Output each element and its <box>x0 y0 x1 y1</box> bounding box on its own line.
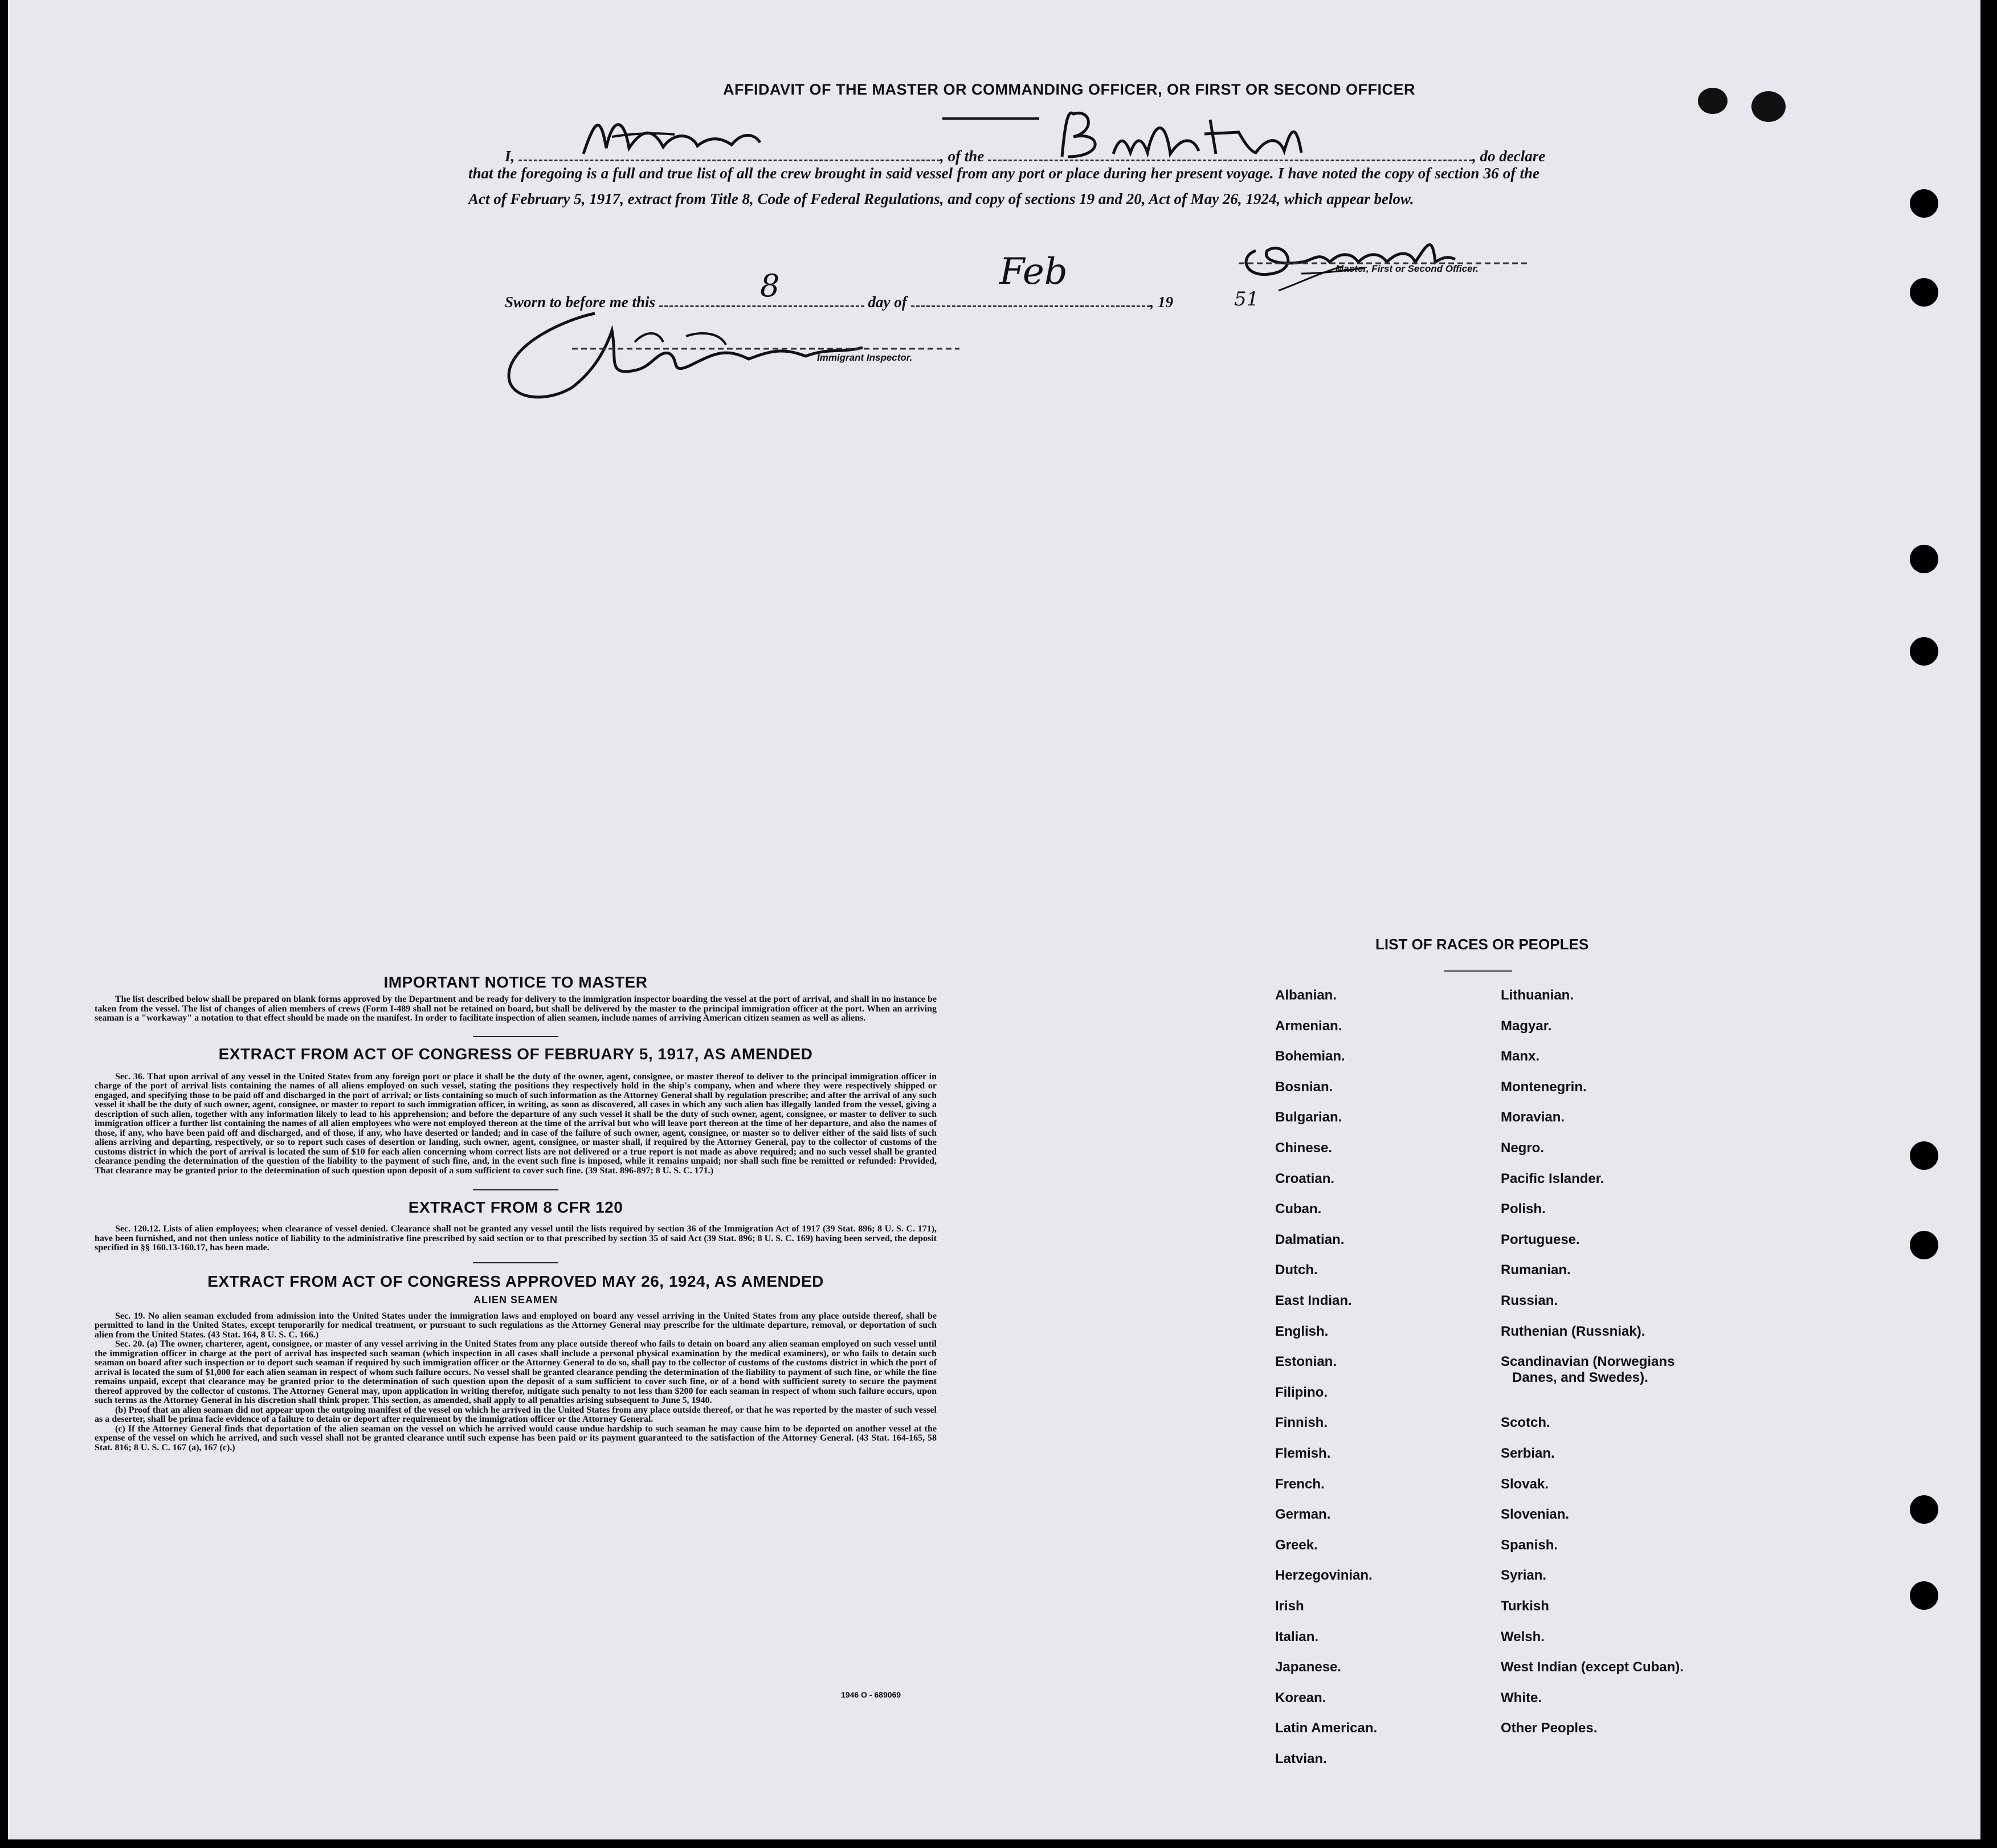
punch-hole <box>1910 189 1938 218</box>
race-item: Portuguese. <box>1501 1232 1580 1247</box>
race-item: Turkish <box>1501 1598 1549 1614</box>
punch-hole <box>1910 1141 1938 1170</box>
punch-hole <box>1910 545 1938 573</box>
handwritten-day: 8 <box>760 268 780 304</box>
race-item: Chinese. <box>1275 1140 1333 1156</box>
race-item: Greek. <box>1275 1537 1318 1553</box>
race-item: Latvian. <box>1275 1751 1327 1767</box>
race-item: Dutch. <box>1275 1262 1318 1278</box>
race-item: Magyar. <box>1501 1018 1552 1034</box>
notice-column <box>95 973 937 1453</box>
race-item: Montenegrin. <box>1501 1079 1587 1095</box>
race-item: West Indian (except Cuban). <box>1501 1659 1684 1675</box>
month-field <box>911 293 1150 307</box>
race-item: Armenian. <box>1275 1018 1342 1034</box>
race-item: Lithuanian. <box>1501 988 1574 1003</box>
race-item: Spanish. <box>1501 1537 1558 1553</box>
punch-hole <box>1910 637 1938 666</box>
handwritten-month: Feb <box>999 251 1068 293</box>
race-item: Japanese. <box>1275 1659 1342 1675</box>
race-item: Albanian. <box>1275 988 1337 1003</box>
affidavit-title: AFFIDAVIT OF THE MASTER OR COMMANDING OFFICER, OR FIRST OR SECOND OFFICER <box>723 81 1415 98</box>
race-item: East Indian. <box>1275 1293 1352 1308</box>
of-the-label: , of the <box>940 148 985 165</box>
race-item: Bohemian. <box>1275 1049 1345 1064</box>
race-item: Welsh. <box>1501 1629 1545 1645</box>
extract-cfr-title: EXTRACT FROM 8 CFR 120 <box>408 1198 623 1216</box>
sworn-label: Sworn to before me this <box>505 293 656 311</box>
i-label: I, <box>505 148 515 165</box>
affidavit-body: that the foregoing is a full and true list of all the crew brought in said vessel from any port or place during her present voyage. I have noted the copy of section 36 of the Act of February 5, 1917, extract from Title 8, Code of Federal Regulations, and copy of sections 19 and 20, Act of May 26, 1924, which appear below. <box>468 165 1539 207</box>
race-item: Bosnian. <box>1275 1079 1333 1095</box>
race-item: Russian. <box>1501 1293 1558 1308</box>
race-item: Rumanian. <box>1501 1262 1571 1278</box>
extract-1924-title: EXTRACT FROM ACT OF CONGRESS APPROVED MAY 26, 1924, AS AMENDED <box>207 1272 824 1290</box>
section-19-text: Sec. 19. No alien seaman excluded from admission into the United States under the immigration laws and employed on board any vessel arriving in the United States from any place outside thereof, shall be permitted to land in the United States, except temporarily for medical treatment, or pursuant to such regulations as the Attorney General may prescribe for the ultimate departure, removal, or deportation of such alien from the United States. (43 Stat. 164, 8 U. S. C. 166.) <box>95 1311 937 1340</box>
race-item: Slovenian. <box>1501 1507 1570 1522</box>
ink-blot <box>1751 91 1786 122</box>
race-item: Croatian. <box>1275 1171 1335 1186</box>
day-of-label: day of <box>868 293 907 311</box>
race-item: Danes, and Swedes). <box>1512 1370 1648 1385</box>
notice-title: IMPORTANT NOTICE TO MASTER <box>383 973 648 991</box>
race-item: English. <box>1275 1324 1329 1339</box>
divider <box>473 1036 558 1037</box>
race-item: Latin American. <box>1275 1720 1378 1736</box>
race-item: Manx. <box>1501 1049 1540 1064</box>
race-item: Finnish. <box>1275 1415 1328 1430</box>
race-item: Syrian. <box>1501 1568 1547 1583</box>
punch-hole <box>1910 1581 1938 1610</box>
vessel-name-handwriting <box>1051 103 1313 168</box>
punch-hole <box>1910 1231 1938 1259</box>
race-item: Irish <box>1275 1598 1304 1614</box>
punch-hole <box>1910 1495 1938 1524</box>
section-20b-text: (b) Proof that an alien seaman did not appear upon the outgoing manifest of the vessel on which he arrived in the United States from any place outside thereof, or that he was reported by the master of such vessel as a deserter, shall be prima facie evidence of a failure to detain or deport after requirement by the immigration officer or the Attorney General. <box>95 1405 937 1424</box>
extract-1917-text: Sec. 36. That upon arrival of any vessel in the United States from any foreign port or place it shall be the duty of the owner, agent, consignee, or master thereof to deliver to the principal immigration officer in charge of the port of arrival lists containing the names of all aliens employed on such vessel, stating the positions they respectively hold in the ship's company, when and where they were respectively shipped or engaged, and specifying those to be paid off and discharged in the port of arrival; or lists containing so much of such information as the Attorney General shall by regulation prescribe; and after the arrival of any such vessel it shall be the duty of such owner, agent, consignee, or master to report to such immigration officer, in writing, as soon as discovered, all cases in which any such alien has illegally landed from the vessel, giving a description of such alien, together with any information likely to lead to his apprehension; and before the departure of any such vessel it shall be the duty of such owner, agent, consignee, or master to deliver to such immigration officer a further list containing the names of all alien employees who were not employed thereon at the time of the arrival but who will leave port thereon at the time of her departure, and also the names of those, if any, who have been paid off and discharged, and of those, if any, who have deserted or landed; and in case of the failure of such owner, agent, consignee, or master so to deliver either of the said lists of such aliens arriving and departing, respectively, or so to report such cases of desertion or landing, such owner, agent, consignee, or master shall, if required by the Attorney General, pay to the collector of customs of the customs district in which the port of arrival is located the sum of $10 for each alien concerning whom correct lists are not delivered or a true report is not made as above required; and no such vessel shall be granted clearance pending the determination of the question of the liability to the payment of such fine, and, in the event such fine is imposed, while it remains unpaid; nor shall such fine be remitted or refunded: Provided, That clearance may be granted prior to the determination of such question upon deposit of a sum sufficient to cover such fine. (39 Stat. 896-897; 8 U. S. C. 171.) <box>95 1071 937 1176</box>
print-code: 1946 O - 689069 <box>841 1690 901 1699</box>
race-item: Korean. <box>1275 1690 1326 1706</box>
race-item: Cuban. <box>1275 1201 1322 1217</box>
ink-blot <box>1698 88 1728 114</box>
race-item: Ruthenian (Russniak). <box>1501 1324 1645 1339</box>
section-20a-text: Sec. 20. (a) The owner, charterer, agent, consignee, or master of any vessel arriving in the United States from any place outside thereof who fails to detain on board any alien seaman employed on such vessel until the immigration officer in charge at the port of arrival has inspected such seaman (which inspection in all cases shall include a personal physical examination by the medical examiners), or who fails to detain such seaman on board after such inspection or to deport such seaman if required by such immigration officer or the Attorney General to do so, shall pay to the collector of customs of the customs district in which the port of arrival is located the sum of $1,000 for each alien seaman in respect of whom such failure occurs. No vessel shall be granted clearance pending the determination of the liability to payment of such fine, or while the fine remains unpaid, except that clearance may be granted prior to the determination of such question upon the deposit of a sum sufficient to cover such fine, or of a bond with sufficient surety to secure the payment thereof approved by the collector of customs. The Attorney General may, upon application in writing therefor, mitigate such penalty to not less than $200 for each seaman in respect of whom such failure occurs, upon such terms as the Attorney General in his discretion shall think proper. This section, as amended, shall apply to all penalties arising subsequent to June 5, 1940. <box>95 1339 937 1405</box>
race-item: Herzegovinian. <box>1275 1568 1373 1583</box>
race-item: Pacific Islander. <box>1501 1171 1604 1186</box>
races-divider <box>1444 970 1512 972</box>
extract-1924-subtitle: ALIEN SEAMEN <box>473 1294 558 1306</box>
race-item: German. <box>1275 1507 1331 1522</box>
race-item: White. <box>1501 1690 1542 1706</box>
race-item: Flemish. <box>1275 1446 1331 1461</box>
handwritten-year: 51 <box>1234 288 1259 311</box>
race-item: Moravian. <box>1501 1109 1565 1125</box>
extract-1917-title: EXTRACT FROM ACT OF CONGRESS OF FEBRUARY 5, 1917, AS AMENDED <box>218 1045 813 1063</box>
races-title: LIST OF RACES OR PEOPLES <box>1375 936 1589 953</box>
race-item: Other Peoples. <box>1501 1720 1598 1736</box>
do-declare-label: , do declare <box>1472 148 1546 165</box>
race-item: Dalmatian. <box>1275 1232 1345 1247</box>
race-item: Filipino. <box>1275 1385 1328 1400</box>
race-item: Serbian. <box>1501 1446 1555 1461</box>
race-item: Bulgarian. <box>1275 1109 1342 1125</box>
inspector-caption: Immigrant Inspector. <box>817 352 913 363</box>
year-prefix: 19 <box>1158 293 1174 311</box>
divider <box>473 1189 558 1190</box>
document-page <box>8 0 1980 1839</box>
master-name-handwriting <box>578 108 771 168</box>
race-item: Estonian. <box>1275 1354 1337 1369</box>
race-item: Scandinavian (Norwegians <box>1501 1354 1675 1369</box>
divider <box>473 1262 558 1263</box>
decorative-line <box>942 114 1045 124</box>
section-20c-text: (c) If the Attorney General finds that deportation of the alien seaman on the vessel on which he arrived would cause undue hardship to such seaman he may cause him to be deported on another vessel at the expense of the vessel on which he arrived, and such vessel shall not be granted clearance until such expense has been paid or its payment guaranteed to the satisfaction of the Attorney General. (43 Stat. 164-165, 58 Stat. 816; 8 U. S. C. 167 (a), 167 (c).) <box>95 1423 937 1453</box>
notice-text: The list described below shall be prepared on blank forms approved by the Department and be ready for delivery to the immigration inspector boarding the vessel at the port of arrival, and shall in no instance be taken from the vessel. The list of changes of alien members of crews (Form I-489 shall not be retained on board, but shall be delivered by the master to the principal immigration officer at the port. When an arriving seaman is a "workaway" a notation to that effect should be made on the manifest. In order to facilitate inspection of alien seamen, include names of arriving American citizen seamen as well as aliens. <box>95 994 937 1023</box>
race-item: French. <box>1275 1476 1325 1492</box>
sworn-line: Sworn to before me this day of , 19 <box>505 293 1174 311</box>
race-item: Slovak. <box>1501 1476 1549 1492</box>
extract-cfr-text: Sec. 120.12. Lists of alien employees; when clearance of vessel denied. Clearance shall not be granted any vessel until the lists required by section 36 of the Immigration Act of 1917 (39 Stat. 896; 8 U. S. C. 171), have been furnished, and not then unless notice of liability to the administrative fine prescribed by said section or to that prescribed by section 35 of said Act (39 Stat. 896; 8 U. S. C. 169) having been served, the deposit specified in §§ 160.13-160.17, has been made. <box>95 1224 937 1253</box>
race-item: Italian. <box>1275 1629 1319 1645</box>
race-item: Scotch. <box>1501 1415 1550 1430</box>
master-caption: Master, First or Second Officer. <box>1336 263 1479 274</box>
race-item: Polish. <box>1501 1201 1546 1217</box>
race-item: Negro. <box>1501 1140 1545 1156</box>
punch-hole <box>1910 278 1938 307</box>
